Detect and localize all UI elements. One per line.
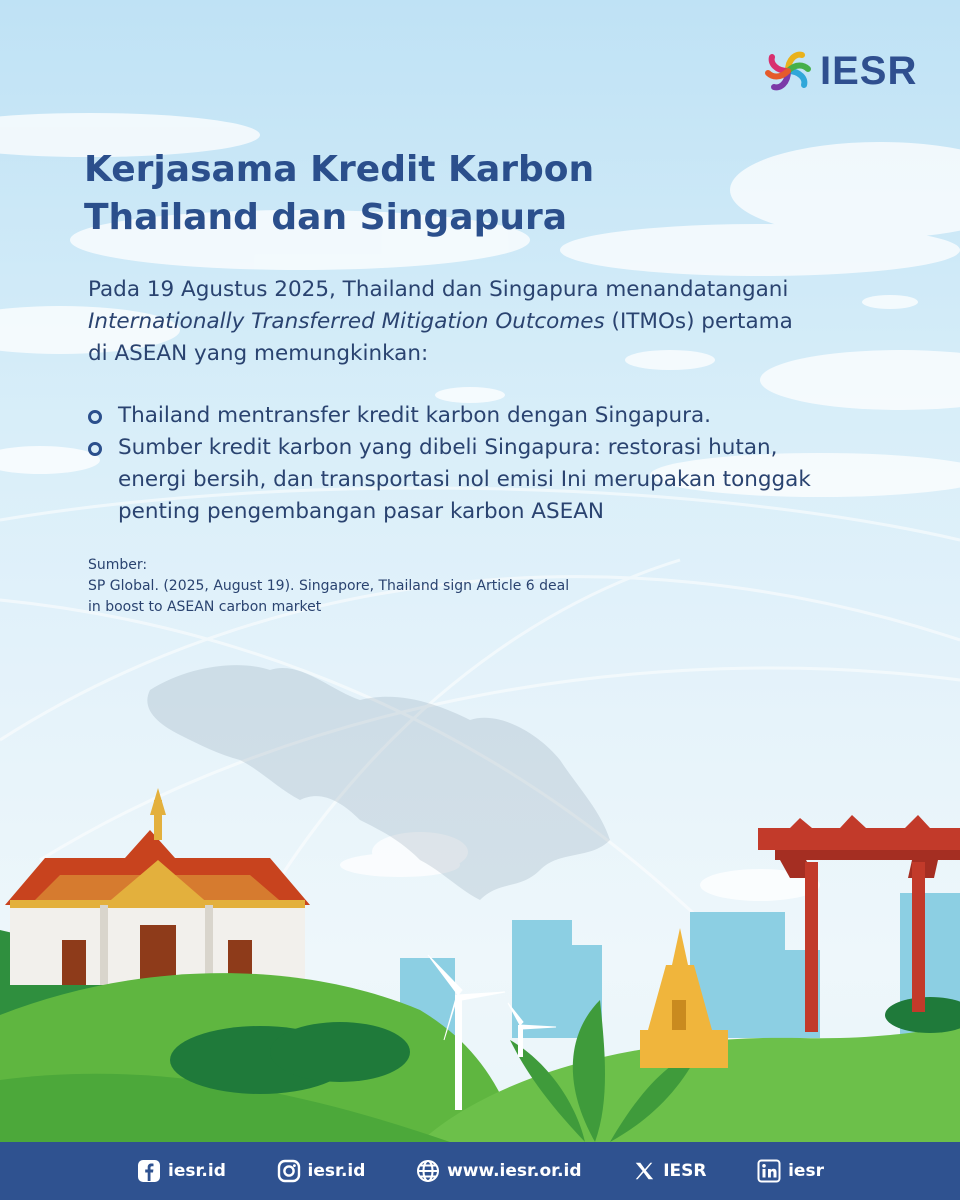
source-line-2: in boost to ASEAN carbon market — [88, 599, 322, 615]
x-logo-icon — [631, 1158, 657, 1184]
globe-icon — [415, 1158, 441, 1184]
list-item — [88, 432, 908, 528]
list-item — [88, 400, 908, 432]
facebook-handle: iesr.id — [168, 1161, 226, 1181]
bullet-circle-icon — [88, 442, 102, 456]
source-line-1: SP Global. (2025, August 19). Singapore, Thailand sign Article 6 deal — [88, 578, 570, 594]
iesr-logo — [762, 44, 922, 98]
footer-x[interactable] — [631, 1158, 706, 1184]
linkedin-icon — [756, 1158, 782, 1184]
bullet-text: energi bersih, dan transportasi nol emisi Ini merupakan tonggak — [118, 467, 811, 492]
iesr-logo-mark — [762, 45, 814, 97]
footer-bar — [0, 1142, 960, 1200]
bullet-list — [88, 400, 908, 528]
bullet-circle-icon — [88, 410, 102, 424]
title-line-2: Thailand dan Singapura — [84, 197, 568, 238]
bullet-text: Sumber kredit karbon yang dibeli Singapura: restorasi hutan, — [118, 435, 778, 460]
title-line-1: Kerjasama Kredit Karbon — [84, 149, 595, 190]
page-title — [84, 146, 594, 242]
bullet-text: penting pengembangan pasar karbon ASEAN — [118, 499, 605, 524]
intro-line-1: Pada 19 Agustus 2025, Thailand dan Singapura menandatangani — [88, 277, 789, 302]
intro-line-2-rest: (ITMOs) pertama — [604, 309, 793, 334]
temple-illustration — [5, 788, 310, 985]
iesr-logo-text: IESR — [820, 48, 918, 93]
footer-facebook[interactable] — [136, 1158, 226, 1184]
x-handle: IESR — [663, 1161, 707, 1181]
intro-line-3: di ASEAN yang memungkinkan: — [88, 341, 429, 366]
instagram-handle: iesr.id — [307, 1161, 366, 1181]
website-url: www.iesr.or.id — [447, 1161, 582, 1181]
footer-website[interactable] — [415, 1158, 581, 1184]
intro-itmo-term: Internationally Transferred Mitigation Outcomes — [88, 309, 605, 334]
linkedin-handle: iesr — [788, 1161, 824, 1181]
source-label: Sumber: — [88, 557, 148, 573]
intro-paragraph — [88, 274, 888, 370]
footer-instagram[interactable] — [276, 1158, 366, 1184]
instagram-icon — [276, 1158, 302, 1184]
facebook-icon — [136, 1158, 162, 1184]
intro-line-2 — [88, 306, 888, 338]
source-citation — [88, 555, 569, 618]
footer-linkedin[interactable] — [756, 1158, 824, 1184]
bullet-text: Thailand mentransfer kredit karbon dengan Singapura. — [118, 403, 711, 428]
